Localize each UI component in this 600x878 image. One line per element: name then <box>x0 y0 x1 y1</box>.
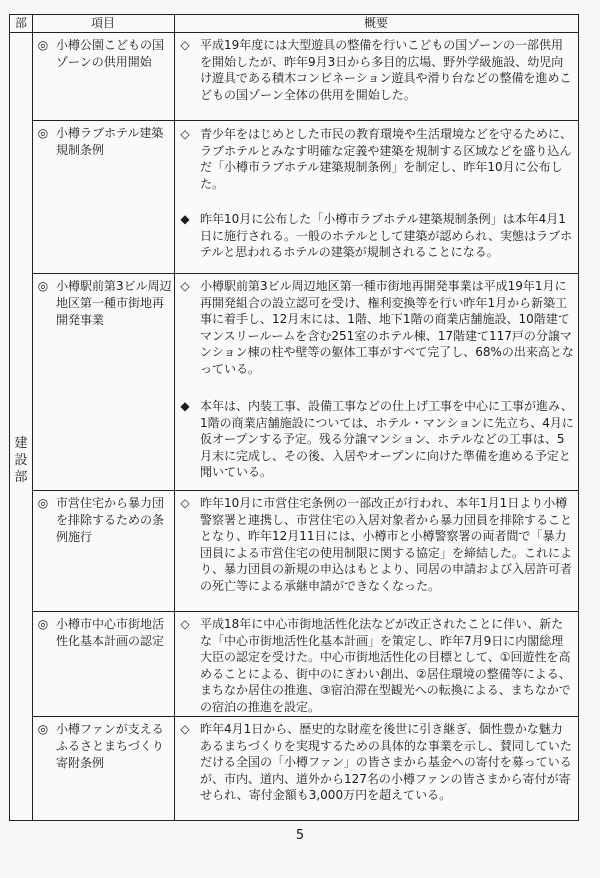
double-circle-icon: ◎ <box>37 722 49 736</box>
department-label: 建 設 部 <box>14 436 28 485</box>
item-title: 小樽公園こどもの国ゾーンの供用開始 <box>56 38 165 69</box>
diamond-outline-icon: ◇ <box>180 38 190 52</box>
summary-text: 本年は、内装工事、設備工事などの仕上げ工事を中心に工事が進み、1階の商業店舗施設については、ホテル・マンションに先立ち、4月に仮オープンする予定。残る分譲マンション、ホテルなどの工事は、5月末に完成し、その後、入居やオープンに向けた準備を進める予定と聞いている。 <box>200 399 574 479</box>
column-divider <box>174 15 175 820</box>
diamond-outline-icon: ◇ <box>180 127 190 141</box>
item-cell <box>36 37 174 117</box>
page-number: 5 <box>295 828 305 843</box>
header-summary: 概要 <box>363 16 388 30</box>
diamond-filled-icon: ◆ <box>180 212 190 226</box>
summary-text: 青少年をはじめとした市民の教育環境や生活環境などを守るために、ラブホテルとみなす明確な定義や建築を規制する区域などを盛り込んだ「小樽市ラブホテル建築規制条例」を制定し、昨年10月に公布した。 <box>200 127 573 191</box>
diamond-filled-icon: ◆ <box>180 399 190 413</box>
header-item: 項目 <box>90 16 115 30</box>
report-table <box>9 14 579 821</box>
summary-text: 平成18年に中心市街地活性化法などが改正されたことに伴い、新たな「中心市街地活性化基本計画」を策定し、昨年7月9日に内閣総理大臣の認定を受けた。中心市街地活性化の目標として、①回遊性を高めることによる、街中のにぎわい創出、②居住環境の整備等による、まちなか居住の推進、③宿泊滞在型観光への転換による、まちなかでの宿泊の推進を設定。 <box>200 617 571 714</box>
diamond-outline-icon: ◇ <box>180 279 190 293</box>
row-divider <box>32 273 578 274</box>
item-cell <box>36 125 174 175</box>
item-title: 小樽市中心市街地活性化基本計画の認定 <box>56 617 165 648</box>
item-cell <box>36 495 174 555</box>
summary-text: 昨年10月に市営住宅条例の一部改正が行われ、本年1月1日より小樽警察署と連携し、市営住宅の入居対象者から暴力団員を排除することとなり、昨年12月11日には、小樽市と小樽警察署の両者間で「暴力団員による市営住宅の使用制限に関する協定」を締結した。これにより、暴力団員の新規の申込はもとより、同居の申請および入居許可者の死亡等による承継申請ができなくなった。 <box>200 496 573 593</box>
item-title: 小樽ラブホテル建築規制条例 <box>56 126 164 157</box>
summary-entry <box>178 126 574 196</box>
diamond-outline-icon: ◇ <box>180 496 190 510</box>
row-divider <box>32 611 578 612</box>
item-cell <box>36 721 174 781</box>
summary-entry <box>178 37 574 117</box>
double-circle-icon: ◎ <box>37 38 49 52</box>
summary-text: 平成19年度には大型遊具の整備を行いこどもの国ゾーンの一部供用を開始したが、昨年9月3日から多目的広場、野外学級施設、幼児向け遊具である積木コンビネーション遊具や滑り台などの整備を進めこどもの国ゾーン全体の供用を開始した。 <box>200 38 572 102</box>
diamond-outline-icon: ◇ <box>180 722 190 736</box>
diamond-outline-icon: ◇ <box>180 617 190 631</box>
summary-entry <box>178 211 574 271</box>
summary-text: 昨年10月に公布した「小樽市ラブホテル建築規制条例」は本年4月1日に施行される。一般のホテルとして建築が認められ、実態はラブホテルと思われるホテルの建築が規制されることになる。 <box>200 212 573 259</box>
double-circle-icon: ◎ <box>37 496 49 510</box>
header-dept: 部 <box>14 16 27 30</box>
summary-entry <box>178 398 574 488</box>
row-divider <box>32 490 578 491</box>
summary-entry <box>178 278 574 383</box>
double-circle-icon: ◎ <box>37 279 49 293</box>
header-divider <box>10 32 578 33</box>
item-title: 小樽駅前第3ビル周辺地区第一種市街地再開発事業 <box>56 279 172 327</box>
summary-text: 小樽駅前第3ビル周辺地区第一種市街地再開発事業は平成19年1月に再開発組合の設立認可を受け、権利変換等を行い昨年1月から新築工事に着手し、12月末には、1階、地下1階の商業店舗施設、10階建てマンスリールームを含む251室のホテル棟、17階建て117戸の分譲マンション棟の柱や壁等の躯体工事がすべて完了し、68%の出来高となっている。 <box>200 279 574 376</box>
summary-entry <box>178 721 574 817</box>
double-circle-icon: ◎ <box>37 126 49 140</box>
summary-entry <box>178 616 574 714</box>
double-circle-icon: ◎ <box>37 617 49 631</box>
item-title: 市営住宅から暴力団を排除するための条例施行 <box>56 496 165 544</box>
item-cell <box>36 616 174 676</box>
summary-text: 昨年4月1日から、歴史的な財産を後世に引き継ぎ、個性豊かな魅力あるまちづくりを実現するための具体的な事業を示し、賛同していただける全国の「小樽ファン」の皆さまから基金への寄付を募っているが、市内、道内、道外から127名の小樽ファンの皆さまから寄付が寄せられ、寄付金額も3,000万円を超えている。 <box>200 722 572 802</box>
item-title: 小樽ファンが支えるふるさとまちづくり寄附条例 <box>56 722 164 770</box>
item-cell <box>36 278 174 338</box>
row-divider <box>32 716 578 717</box>
column-divider <box>32 15 33 820</box>
row-divider <box>32 120 578 121</box>
summary-entry <box>178 495 574 605</box>
